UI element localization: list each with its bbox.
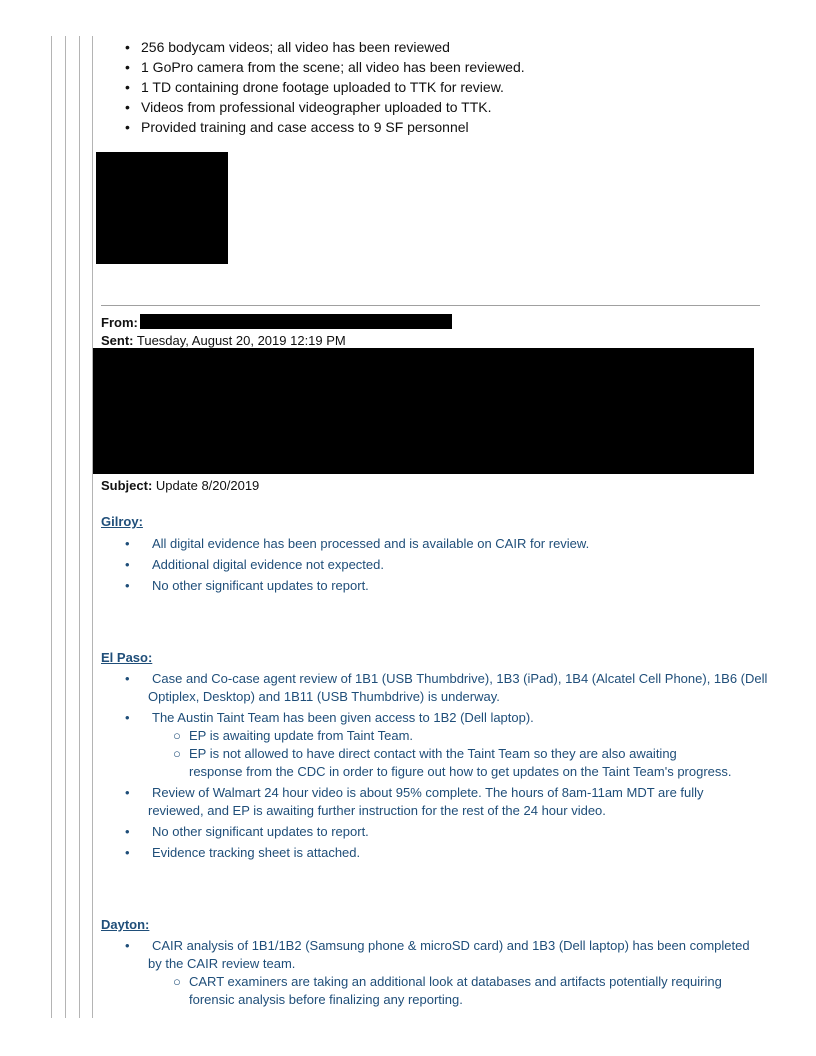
list-item: • Videos from professional videographer uploaded to TTK. — [125, 97, 525, 117]
section-title-dayton: Dayton: — [101, 917, 150, 932]
list-item-continuation: Optiplex, Desktop) and 1B11 (USB Thumbdrive) is underway. — [148, 689, 500, 704]
redaction-block — [96, 152, 228, 264]
quote-rule — [92, 36, 93, 1018]
subject-line — [101, 477, 259, 494]
section-title-el-paso: El Paso: — [101, 650, 153, 665]
list-item: • Provided training and case access to 9 SF personnel — [125, 117, 525, 137]
section-title-gilroy: Gilroy: — [101, 514, 143, 529]
from-label: From: — [101, 315, 138, 330]
sent-label: Sent: — [101, 333, 134, 348]
redaction-block — [93, 348, 754, 474]
from-line — [101, 314, 138, 331]
list-item-continuation: reviewed, and EP is awaiting further instruction for the rest of the 24 hour video. — [148, 803, 606, 818]
sent-value: Tuesday, August 20, 2019 12:19 PM — [136, 333, 346, 348]
list-item: • 1 TD containing drone footage uploaded to TTK for review. — [125, 77, 525, 97]
forwarded-bullet-list — [125, 37, 525, 137]
sent-line — [101, 332, 346, 349]
list-item: • 256 bodycam videos; all video has been reviewed — [125, 37, 525, 57]
subject-label: Subject: — [101, 478, 153, 493]
quote-rule — [65, 36, 66, 1018]
quote-rule — [51, 36, 52, 1018]
redaction-bar — [140, 314, 452, 329]
sub-list-item-continuation: response from the CDC in order to figure out how to get updates on the Taint Team's progress. — [189, 764, 732, 779]
sub-list-item-continuation: forensic analysis before finalizing any reporting. — [189, 992, 463, 1007]
list-item-continuation: by the CAIR review team. — [148, 956, 296, 971]
quote-rule — [79, 36, 80, 1018]
subject-value: Update 8/20/2019 — [155, 478, 260, 493]
list-item: • 1 GoPro camera from the scene; all video has been reviewed. — [125, 57, 525, 77]
message-divider — [101, 305, 760, 306]
